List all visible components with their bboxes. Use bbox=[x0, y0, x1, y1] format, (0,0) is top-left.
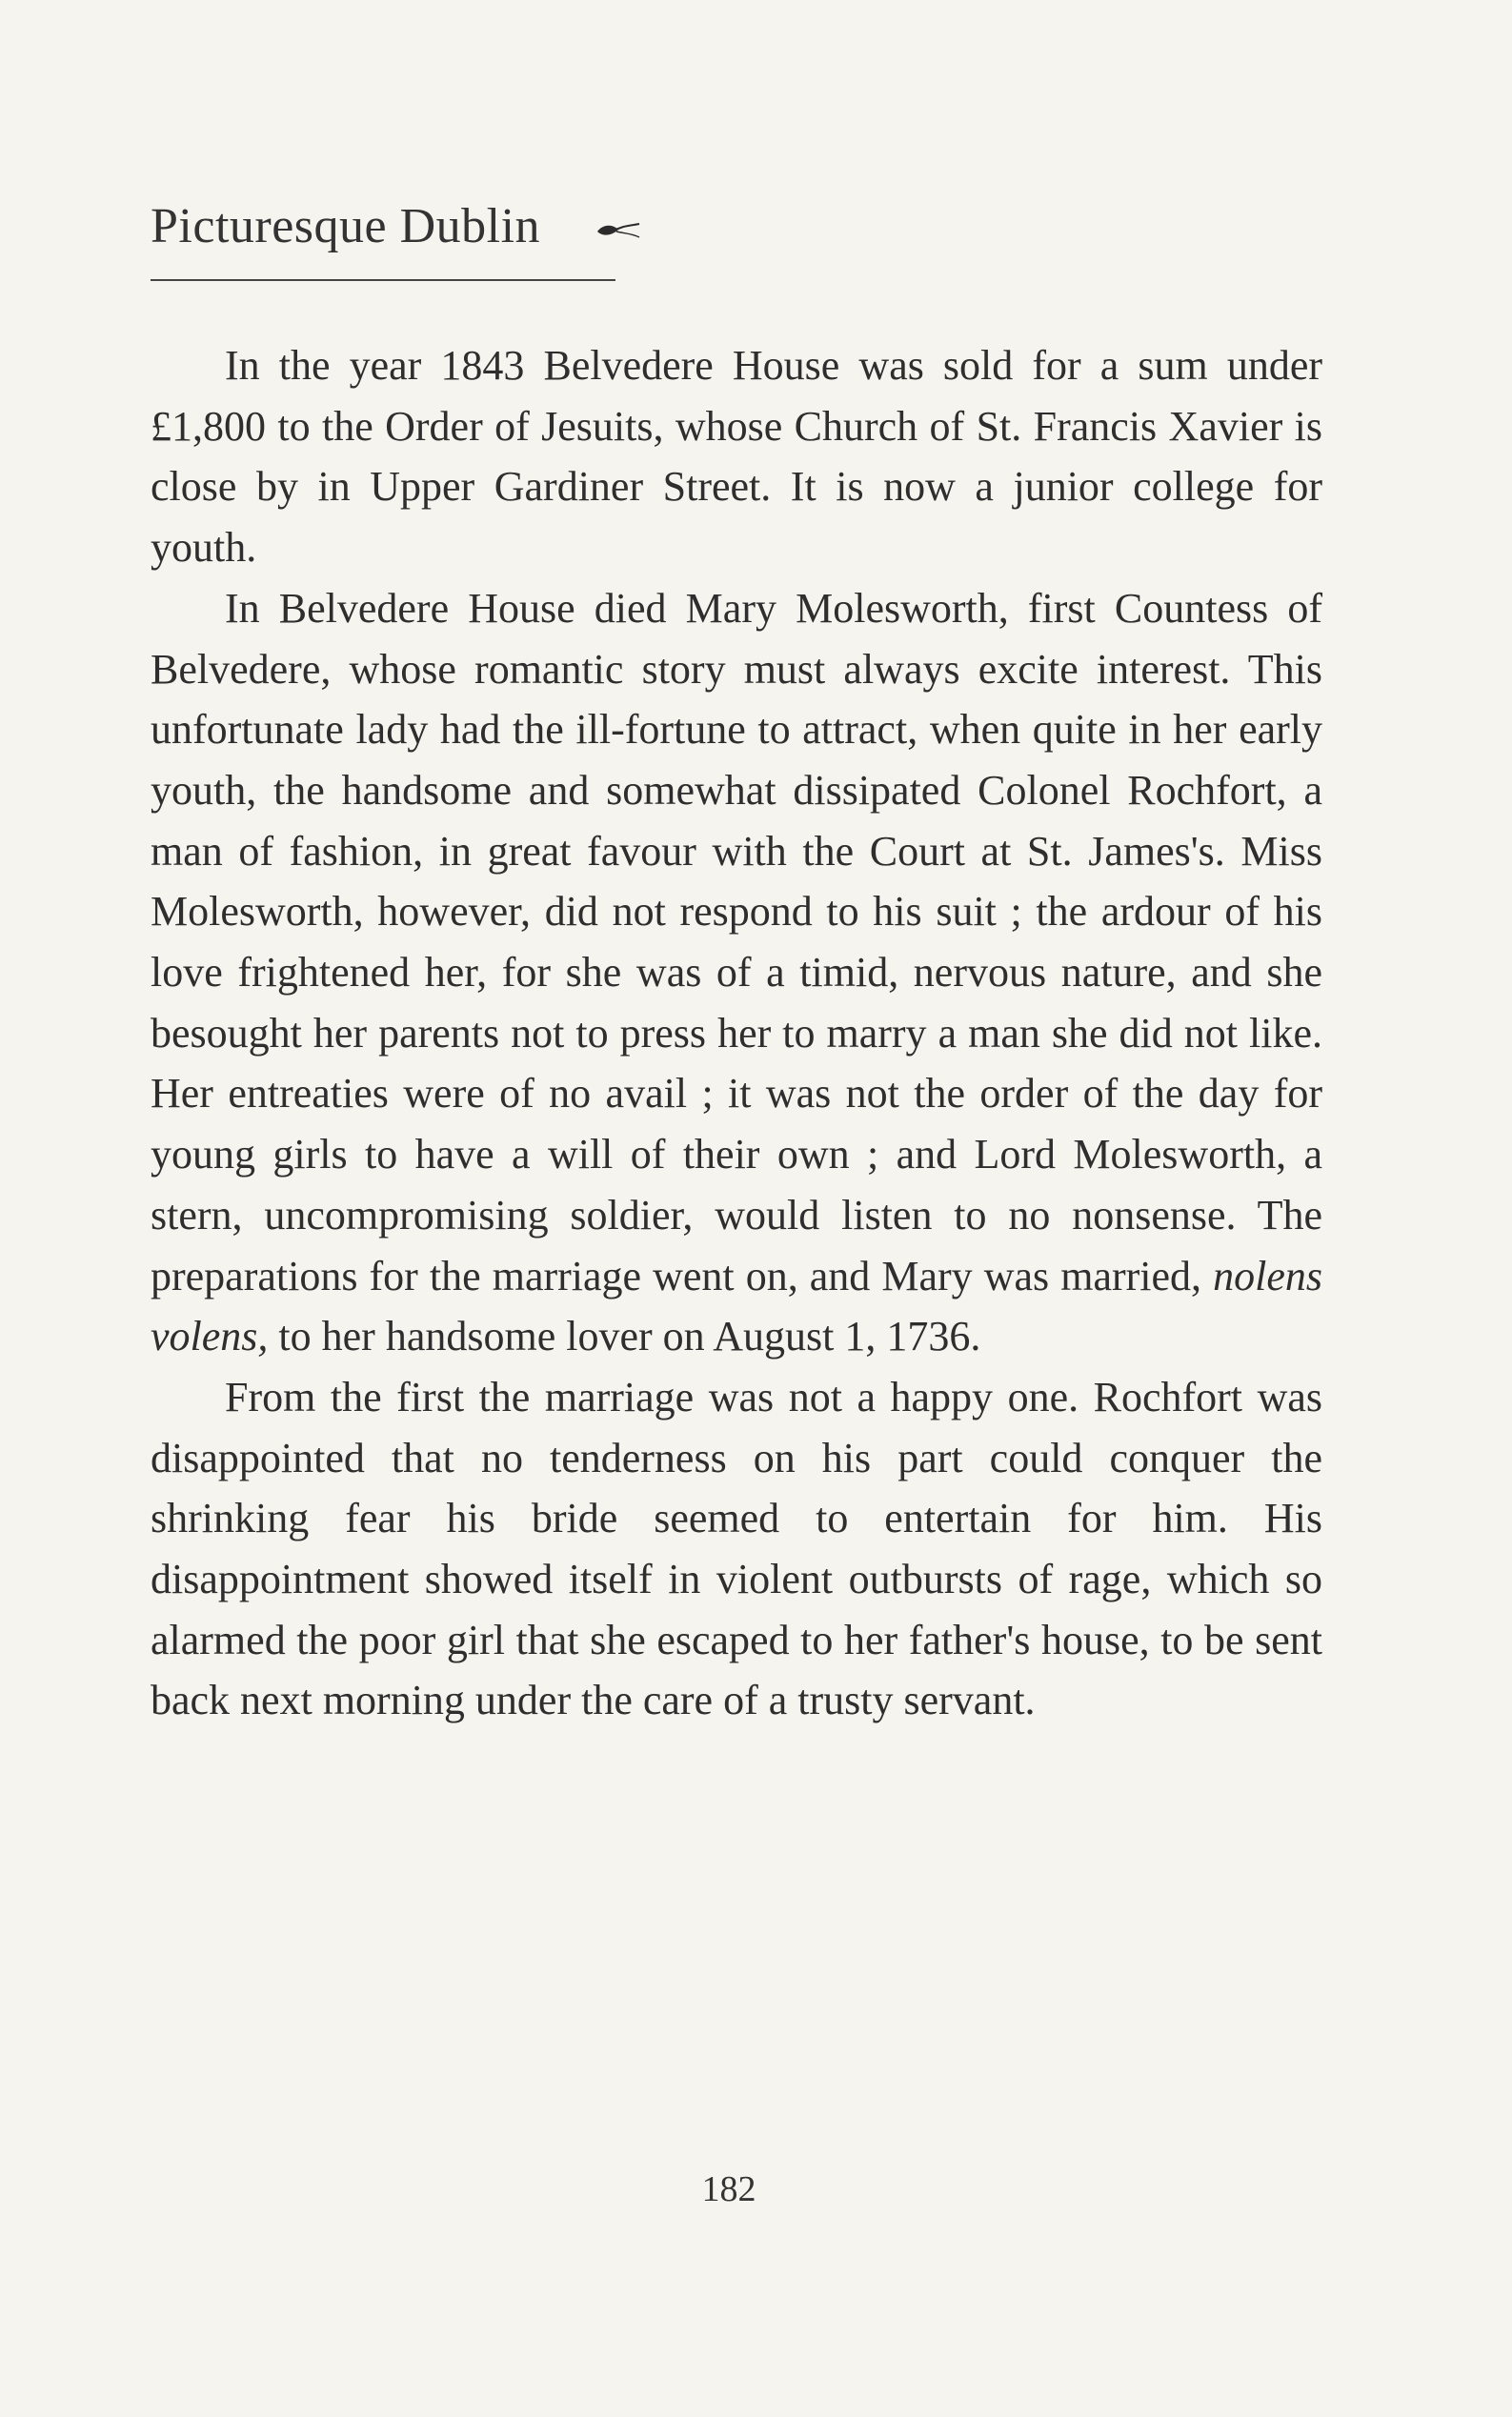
paragraph-2-italic: nolens volens, bbox=[151, 1252, 1323, 1360]
running-title: Picturesque Dublin bbox=[151, 199, 541, 253]
paragraph-1: In the year 1843 Belvedere House was sold for a sum under £1,800 to the Order of Jesuits, whose Church of St. Francis Xavier is close by in Upper Gardiner Street. It is now a junior college for youth. bbox=[151, 342, 1322, 572]
leaf-ornament-icon bbox=[595, 220, 643, 246]
paragraph-2-text-a: In Belvedere House died Mary Molesworth, first Countess of Belvedere, whose romantic story must always excite interest. This unfortunate lady had the ill-fortune to attract, when quite in her early youth, the handsome and somewhat dissipated Colonel Rochfort, a man of fashion, in great favour with the Court at St. James's. Miss Molesworth, however, did not respond to his suit ; the ardour of his love frightened her, for she was of a timid, nervous nature, and she besought her parents not to press her to marry a man she did not like. Her entreaties were of no avail ; it was not the order of the day for young girls to have a will of their own ; and Lord Molesworth, a stern, uncompromising soldier, would listen to no nonsense. The preparations for the marriage went on, and Mary was married, bbox=[151, 584, 1322, 1299]
paragraph-3: From the first the marriage was not a happy one. Rochfort was disappointed that no tenderness on his part could conquer the shrinking fear his bride seemed to entertain for him. His disappointment showed itself in violent outbursts of rage, which so alarmed the poor girl that she escaped to her father's house, to be sent back next morning under the care of a trusty servant. bbox=[151, 1373, 1322, 1724]
paragraph-2 bbox=[151, 578, 1322, 1367]
page-header bbox=[151, 199, 643, 278]
header-rule bbox=[151, 279, 615, 281]
page-number: 182 bbox=[701, 2169, 756, 2209]
body-text bbox=[151, 335, 1322, 1731]
paragraph-2-text-b: to her handsome lover on August 1, 1736. bbox=[278, 1313, 981, 1360]
